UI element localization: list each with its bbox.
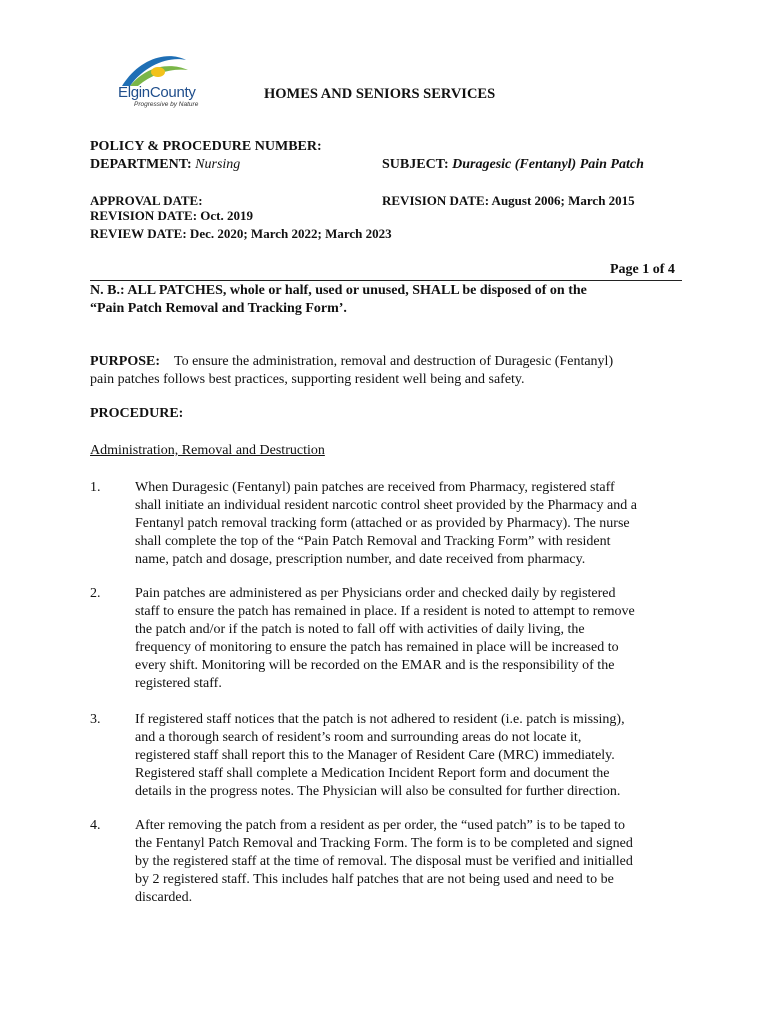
item-line: by the registered staff at the time of removal. The disposal must be verified and initialled (135, 854, 633, 869)
item-line: discarded. (135, 890, 193, 905)
item-line: the Fentanyl Patch Removal and Tracking Form. The form is to be completed and signed (135, 836, 633, 851)
purpose-line-1 (90, 354, 613, 370)
purpose-text-1: To ensure the administration, removal and destruction of Duragesic (Fentanyl) (174, 354, 614, 369)
item-line: frequency of monitoring to ensure the patch has remained in place will be increased to (135, 640, 619, 655)
item-line: registered staff shall report this to the Manager of Resident Care (MRC) immediately. (135, 748, 615, 763)
nb-line-1: N. B.: ALL PATCHES, whole or half, used or unused, SHALL be disposed of on the (90, 283, 587, 298)
logo-wordmark: ElginCounty (118, 84, 196, 101)
item-line: shall initiate an individual resident narcotic control sheet provided by the Pharmacy and a (135, 498, 637, 513)
procedure-label: PROCEDURE: (90, 406, 184, 421)
purpose-label: PURPOSE: (90, 354, 160, 369)
item-number: 1. (90, 480, 101, 495)
item-line: Registered staff shall complete a Medication Incident Report form and document the (135, 766, 610, 781)
revision-date-left: REVISION DATE: Oct. 2019 (90, 208, 253, 223)
approval-date: APPROVAL DATE: (90, 193, 203, 208)
subject-value: Duragesic (Fentanyl) Pain Patch (452, 157, 644, 172)
subject-line (382, 157, 644, 173)
item-line: shall complete the top of the “Pain Patch Removal and Tracking Form” with resident (135, 534, 611, 549)
item-line: details in the progress notes. The Physician will also be consulted for further direction. (135, 784, 621, 799)
item-line: every shift. Monitoring will be recorded on the EMAR and is the responsibility of the (135, 658, 615, 673)
item-number: 4. (90, 818, 101, 833)
purpose-line-2: pain patches follows best practices, supporting resident well being and safety. (90, 372, 525, 387)
logo-sun (151, 67, 165, 77)
department-line: DEPARTMENT: Nursing (90, 157, 241, 172)
item-line: the patch and/or if the patch is noted to fall off with activities of daily living, the (135, 622, 585, 637)
item-line: name, patch and dosage, prescription number, and date received from pharmacy. (135, 552, 586, 567)
logo-tagline: Progressive by Nature (134, 101, 199, 108)
item-number: 2. (90, 586, 101, 601)
department-value: Nursing (195, 157, 241, 172)
item-line: Fentanyl patch removal tracking form (attached or as provided by Pharmacy). The nurse (135, 516, 630, 531)
item-line: and a thorough search of resident’s room and surrounding areas do not locate it, (135, 730, 582, 745)
page-indicator: Page 1 of 4 (610, 262, 675, 277)
item-line: registered staff. (135, 676, 222, 691)
header-divider (90, 280, 682, 281)
subject-label: SUBJECT: (382, 157, 449, 172)
organization-title: HOMES AND SENIORS SERVICES (264, 86, 496, 102)
section-heading: Administration, Removal and Destruction (90, 443, 325, 458)
policy-number-label: POLICY & PROCEDURE NUMBER: (90, 139, 322, 154)
nb-line-2: “Pain Patch Removal and Tracking Form’. (90, 301, 347, 316)
department-label: DEPARTMENT (90, 157, 187, 172)
item-number: 3. (90, 712, 101, 727)
item-line: by 2 registered staff. This includes half patches that are not being used and need to be (135, 872, 614, 887)
item-line: After removing the patch from a resident as per order, the “used patch” is to be taped to (135, 818, 626, 833)
item-line: If registered staff notices that the patch is not adhered to resident (i.e. patch is missing), (135, 712, 625, 727)
item-line: staff to ensure the patch has remained in place. If a resident is noted to attempt to remove (135, 604, 635, 619)
item-line: Pain patches are administered as per Physicians order and checked daily by registered (135, 586, 616, 601)
revision-date-right: REVISION DATE: August 2006; March 2015 (382, 193, 635, 208)
item-line: When Duragesic (Fentanyl) pain patches are received from Pharmacy, registered staff (135, 480, 615, 495)
review-date: REVIEW DATE: Dec. 2020; March 2022; March 2023 (90, 226, 392, 241)
